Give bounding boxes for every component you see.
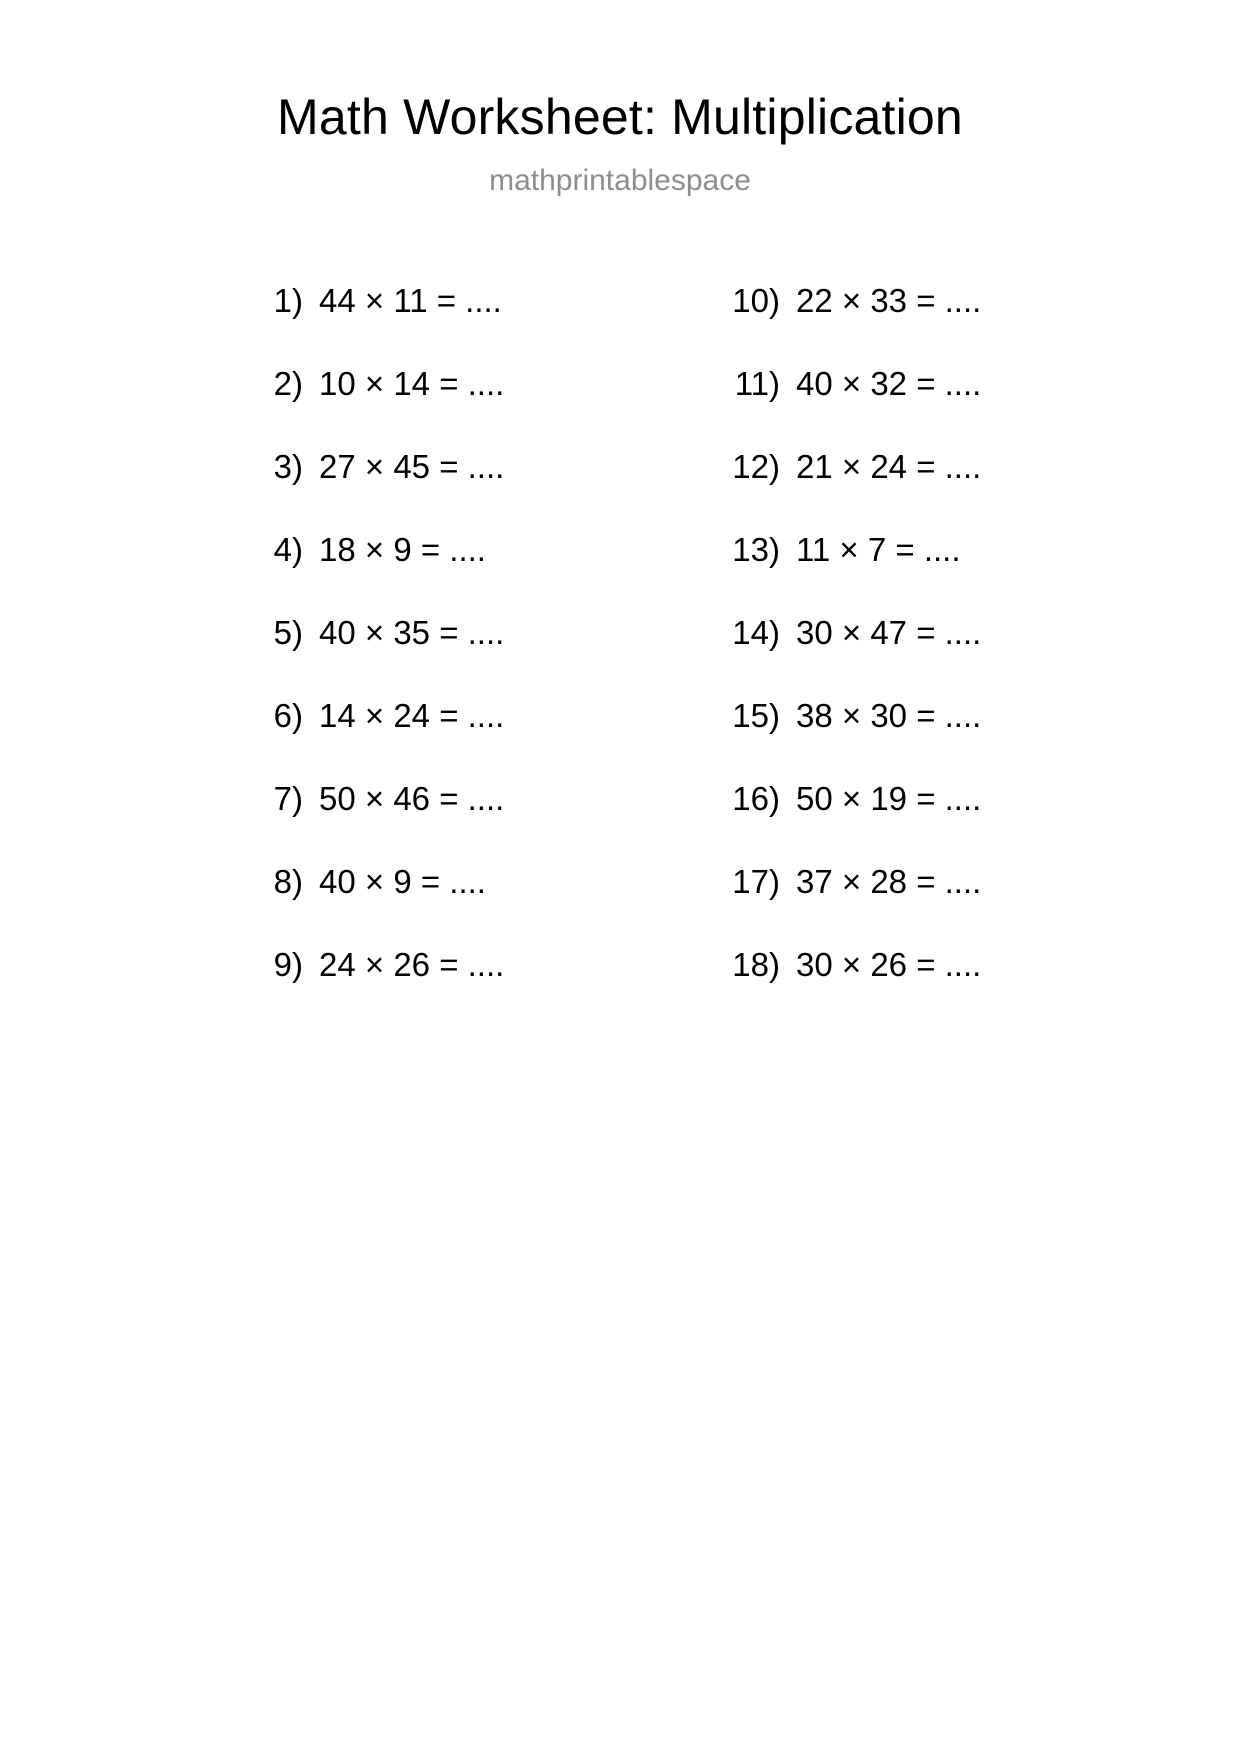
problem-item: [225, 699, 525, 782]
problem-item: [685, 616, 1015, 699]
problem-number: 6): [273, 697, 303, 734]
problem-number: 5): [273, 614, 303, 651]
problem-number: 8): [273, 863, 303, 900]
problems-container: [0, 284, 1240, 1031]
problem-expression: 24 × 26 = ....: [319, 946, 505, 983]
problem-number: 17): [732, 863, 780, 900]
problem-item: [685, 948, 1015, 1031]
problem-expression: 21 × 24 = ....: [796, 448, 982, 485]
problem-expression: 18 × 9 = ....: [319, 531, 486, 568]
problem-number: 16): [732, 780, 780, 817]
problem-item: [225, 616, 525, 699]
problem-expression: 50 × 46 = ....: [319, 780, 505, 817]
problem-number: 14): [732, 614, 780, 651]
problem-column-right: [685, 284, 1015, 1031]
problem-expression: 44 × 11 = ....: [319, 282, 502, 319]
problem-expression: 38 × 30 = ....: [796, 697, 982, 734]
problem-expression: 30 × 26 = ....: [796, 946, 982, 983]
problem-item: [225, 948, 525, 1031]
page-subtitle: mathprintablespace: [489, 164, 751, 197]
problem-expression: 10 × 14 = ....: [319, 365, 505, 402]
problem-item: [225, 284, 525, 367]
problem-item: [225, 367, 525, 450]
problem-number: 13): [732, 531, 780, 568]
problem-expression: 27 × 45 = ....: [319, 448, 505, 485]
problem-number: 1): [273, 282, 303, 319]
problem-column-left: [225, 284, 525, 1031]
problem-number: 10): [732, 282, 780, 319]
problem-item: [225, 782, 525, 865]
problem-expression: 11 × 7 = ....: [796, 531, 961, 568]
problem-number: 3): [273, 448, 303, 485]
problem-number: 2): [273, 365, 303, 402]
problem-expression: 40 × 32 = ....: [796, 365, 982, 402]
problem-number: 7): [273, 780, 303, 817]
problem-number: 9): [273, 946, 303, 983]
problem-number: 15): [732, 697, 780, 734]
problem-number: 18): [732, 946, 780, 983]
problem-item: [685, 284, 1015, 367]
page-title: Math Worksheet: Multiplication: [277, 89, 963, 145]
problem-item: [685, 865, 1015, 948]
problem-number: 11): [734, 365, 780, 402]
problem-expression: 22 × 33 = ....: [796, 282, 982, 319]
problem-number: 12): [732, 448, 780, 485]
problem-expression: 14 × 24 = ....: [319, 697, 505, 734]
problem-item: [685, 533, 1015, 616]
problem-item: [225, 450, 525, 533]
problem-item: [685, 782, 1015, 865]
problem-item: [225, 533, 525, 616]
problem-item: [225, 865, 525, 948]
problem-item: [685, 367, 1015, 450]
problem-expression: 40 × 9 = ....: [319, 863, 486, 900]
problem-expression: 50 × 19 = ....: [796, 780, 982, 817]
problem-expression: 30 × 47 = ....: [796, 614, 982, 651]
problem-item: [685, 699, 1015, 782]
problem-expression: 37 × 28 = ....: [796, 863, 982, 900]
problem-number: 4): [273, 531, 303, 568]
problem-item: [685, 450, 1015, 533]
problem-expression: 40 × 35 = ....: [319, 614, 505, 651]
